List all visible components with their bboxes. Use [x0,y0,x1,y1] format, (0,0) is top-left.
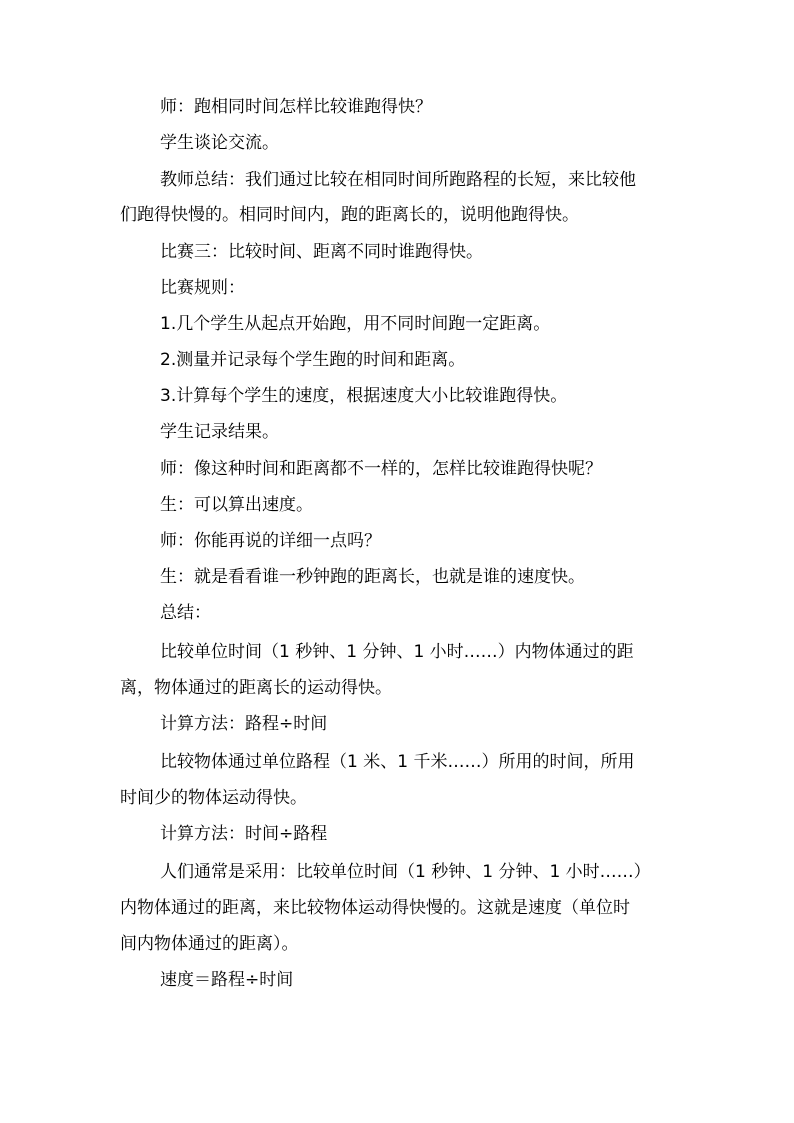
paragraph-compare-unit-distance [120,752,686,809]
text-line: 比赛规则： [160,278,245,298]
text-line: 比较单位时间（1 秒钟、1 分钟、1 小时……）内物体通过的距 [160,642,634,662]
paragraph-rule-2 [120,350,686,371]
text-line: 师：跑相同时间怎样比较谁跑得快？ [160,97,432,117]
paragraph-student-answer-speed [120,495,686,516]
text-line: 速度＝路程÷时间 [160,970,294,990]
text-line: 学生记录结果。 [160,422,279,442]
paragraph-compare-unit-time [120,642,686,699]
paragraph-race-three [120,242,686,263]
paragraph-teacher-ask-detail [120,531,686,552]
text-line: 计算方法：时间÷路程 [160,824,328,844]
paragraph-method-distance-over-time [120,714,686,735]
paragraph-teacher-question-same-time [120,97,686,118]
text-line: 间内物体通过的距离）。 [120,934,299,954]
paragraph-speed-formula [120,970,686,991]
paragraph-student-record [120,422,686,443]
text-line: 时间少的物体运动得快。 [120,788,307,808]
text-line: 比赛三：比较时间、距离不同时谁跑得快。 [160,242,483,262]
paragraph-speed-definition [120,862,686,955]
text-line: 离，物体通过的距离长的运动得快。 [120,678,392,698]
text-line: 总结： [160,603,211,623]
text-line: 计算方法：路程÷时间 [160,714,328,734]
text-line: 教师总结：我们通过比较在相同时间所跑路程的长短，来比较他 [160,170,636,190]
text-line: 1.几个学生从起点开始跑，用不同时间跑一定距离。 [160,314,551,334]
text-line: 人们通常是采用：比较单位时间（1 秒钟、1 分钟、1 小时……） [160,862,651,882]
paragraph-teacher-summary [120,170,686,226]
text-line: 师：你能再说的详细一点吗？ [160,531,381,551]
text-line: 3.计算每个学生的速度，根据速度大小比较谁跑得快。 [160,386,568,406]
text-line: 内物体通过的距离，来比较物体运动得快慢的。这就是速度（单位时 [120,898,630,918]
text-line: 生：可以算出速度。 [160,495,313,515]
text-line: 们跑得快慢的。相同时间内，跑的距离长的，说明他跑得快。 [120,205,579,225]
paragraph-summary-heading [120,603,686,624]
paragraph-rule-1 [120,314,686,335]
text-line: 比较物体通过单位路程（1 米、1 千米……）所用的时间，所用 [160,752,635,772]
paragraph-student-answer-detail [120,567,686,588]
paragraph-teacher-question-different [120,459,686,480]
paragraph-rule-3 [120,386,686,407]
text-line: 2.测量并记录每个学生跑的时间和距离。 [160,350,466,370]
paragraph-method-time-over-distance [120,824,686,845]
paragraph-race-rules-heading [120,278,686,299]
text-line: 生：就是看看谁一秒钟跑的距离长，也就是谁的速度快。 [160,567,585,587]
text-line: 师：像这种时间和距离都不一样的，怎样比较谁跑得快呢？ [160,459,602,479]
text-line: 学生谈论交流。 [160,133,279,153]
paragraph-student-discussion [120,133,686,154]
